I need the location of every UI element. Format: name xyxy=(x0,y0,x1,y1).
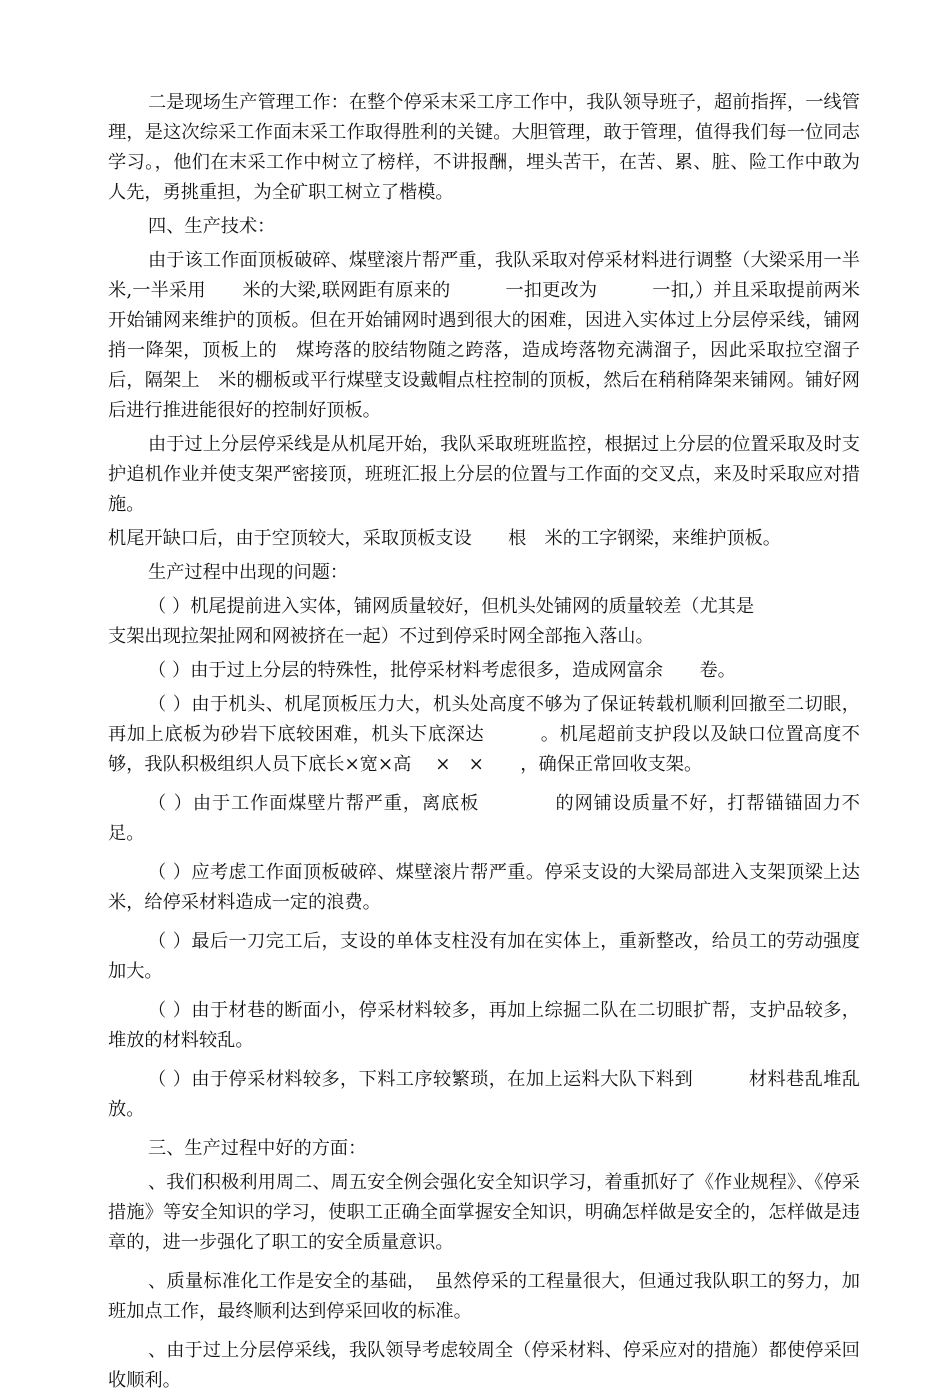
problem-item-6: （ ）最后一刀完工后，支设的单体支柱没有加在实体上，重新整改，给员工的劳动强度加大。 xyxy=(108,931,860,982)
problem-item-5: （ ）应考虑工作面顶板破碎、煤壁滚片帮严重。停采支设的大梁局部进入支架顶梁上达 米，给停采材料造成一定的浪费。 xyxy=(108,862,897,913)
paragraph-roof-support: 由于该工作面顶板破碎、煤壁滚片帮严重，我队采取对停采材料进行调整（大梁采用一半 米,一半采用 米的大梁,联网距有原来的 一扣更改为 一扣,）并且采取提前两米开始铺网来维护的顶板。但在开始铺网时遇到很大的困难，因进入实体过上分层停采线，铺网捎一降架，顶板上的 煤垮落的胶结物随之跨落，造成垮落物充满溜子，因此采取拉空溜子后，隔架上 米的棚板或平行煤壁支设戴帽点柱控制的顶板，然后在稍稍降架来铺网。铺好网后进行推进能很好的控制好顶板。 xyxy=(108,250,897,421)
heading-production-technology: 四、生产技术： xyxy=(148,216,276,237)
problem-item-2: （ ）由于过上分层的特殊性，批停采材料考虑很多，造成网富余 卷。 xyxy=(148,660,736,681)
good-aspect-2: 、质量标准化工作是安全的基础， 虽然停采的工程量很大，但通过我队职工的努力，加班加点工作，最终顺利达到停采回收的标准。 xyxy=(108,1271,860,1322)
paragraph-stop-line-monitoring: 由于过上分层停采线是从机尾开始，我队采取班班监控，根据过上分层的位置采取及时支护追机作业并使支架严密接顶，班班汇报上分层的位置与工作面的交叉点，来及时采取应对措施。 xyxy=(108,434,860,515)
problem-item-3: （ ）由于机头、机尾顶板压力大，机头处高度不够为了保证转载机顺利回撤至二切眼，再加上底板为砂岩下底较困难，机头下底深达 。机尾超前支护段以及缺口位置高度不够，我队积极组织人员下底长×宽×高 × × ，确保正常回收支架。 xyxy=(108,694,860,775)
good-aspect-3: 、由于过上分层停采线，我队领导考虑较周全（停采材料、停采应对的措施）都使停采回收顺利。 xyxy=(108,1340,860,1391)
heading-good-aspects: 三、生产过程中好的方面： xyxy=(148,1138,367,1159)
problem-item-1-line-2: 支架出现拉架扯网和网被挤在一起）不过到停采时网全部拖入落山。 xyxy=(108,626,654,647)
good-aspect-1: 、我们积极利用周二、周五安全例会强化安全知识学习，着重抓好了《作业规程》、《停采措施》等安全知识的学习，使职工正确全面掌握安全知识，明确怎样做是安全的，怎样做是违章的，进一步强化了职工的安全质量意识。 xyxy=(108,1172,860,1253)
heading-problems: 生产过程中出现的问题： xyxy=(148,562,349,583)
paragraph-tail-gap: 机尾开缺口后，由于空顶较大，采取顶板支设 根 米的工字钢梁，来维护顶板。 xyxy=(108,528,781,549)
problem-item-7: （ ）由于材巷的断面小，停采材料较多，再加上综掘二队在二切眼扩帮，支护品较多，堆放的材料较乱。 xyxy=(108,1000,860,1051)
document-page xyxy=(108,88,897,1400)
paragraph-site-management: 二是现场生产管理工作：在整个停采末采工序工作中，我队领导班子，超前指挥，一线管理，是这次综采工作面末采工作取得胜利的关键。大胆管理，敢于管理，值得我们每一位同志学习。，他们在末采工作中树立了榜样，不讲报酬，埋头苦干，在苦、累、脏、险工作中敢为人先，勇挑重担，为全矿职工树立了楷模。 xyxy=(108,92,860,203)
problem-item-1-line-1: （ ）机尾提前进入实体，铺网质量较好，但机头处铺网的质量较差（尤其是 xyxy=(148,596,755,617)
problem-item-4: （ ）由于工作面煤壁片帮严重，离底板 的网铺设质量不好，打帮锚锚固力不足。 xyxy=(108,793,860,844)
problem-item-8: （ ）由于停采材料较多，下料工序较繁琐，在加上运料大队下料到 材料巷乱堆乱放。 xyxy=(108,1069,860,1120)
